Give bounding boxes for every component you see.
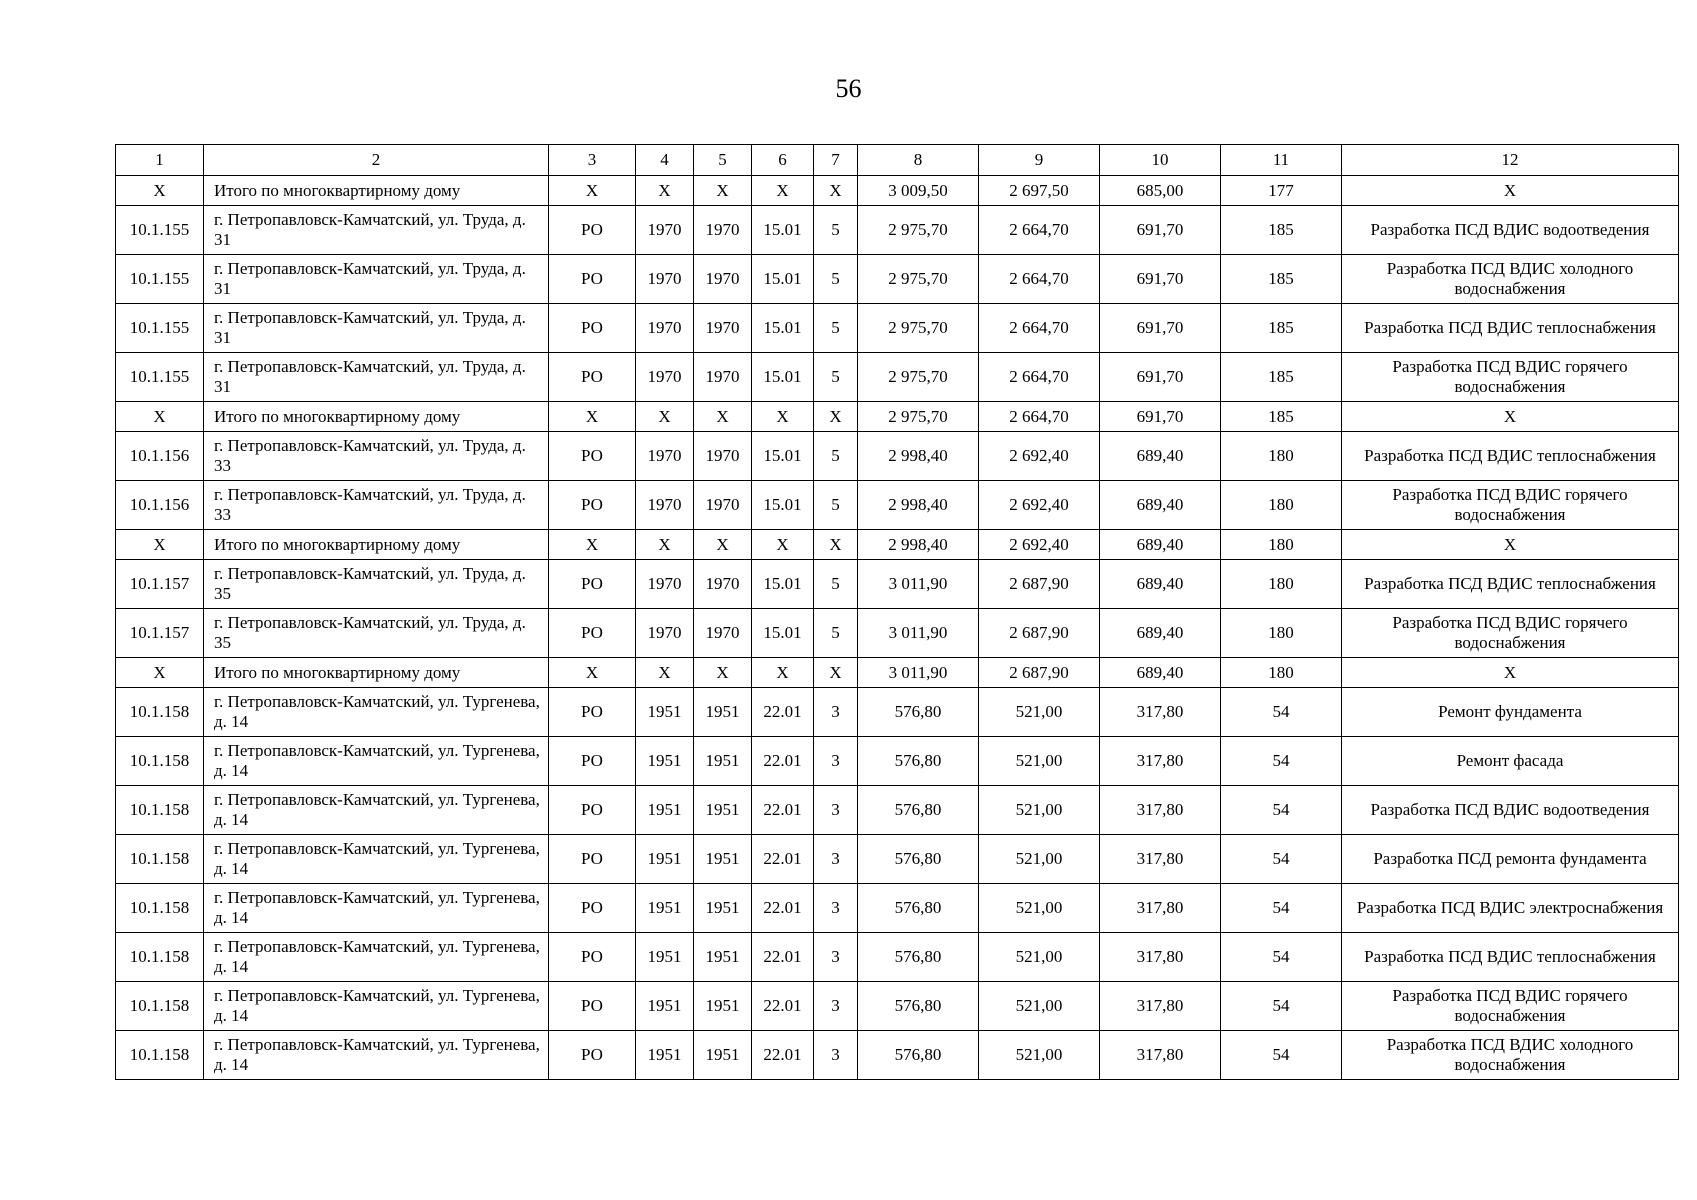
cell-year-built: Х (636, 176, 694, 206)
cell-residents: 177 (1221, 176, 1342, 206)
cell-work-type: Ремонт фундамента (1342, 688, 1679, 737)
cell-code: 22.01 (752, 982, 814, 1031)
cell-work-type: Разработка ПСД ВДИС электроснабжения (1342, 884, 1679, 933)
table-total-row (116, 530, 1679, 560)
cell-residents: 54 (1221, 982, 1342, 1031)
cell-area-total: 576,80 (858, 688, 979, 737)
cell-area-residential: 2 664,70 (979, 304, 1100, 353)
cell-area-total: 3 011,90 (858, 560, 979, 609)
cell-area-common: 691,70 (1100, 304, 1221, 353)
cell-year-built: 1951 (636, 688, 694, 737)
cell-year-built: Х (636, 658, 694, 688)
cell-work-type: Разработка ПСД ВДИС холодного водоснабжения (1342, 1031, 1679, 1080)
cell-area-common: 317,80 (1100, 884, 1221, 933)
cell-work-type: Разработка ПСД ВДИС теплоснабжения (1342, 560, 1679, 609)
cell-area-total: 2 975,70 (858, 402, 979, 432)
cell-area-residential: 2 687,90 (979, 658, 1100, 688)
cell-residents: 185 (1221, 304, 1342, 353)
cell-area-common: 689,40 (1100, 560, 1221, 609)
cell-work-type: Разработка ПСД ВДИС горячего водоснабжения (1342, 609, 1679, 658)
cell-num: Х (116, 402, 204, 432)
cell-year-commissioned: Х (694, 658, 752, 688)
table-row (116, 609, 1679, 658)
header-cell-num: 1 (116, 145, 204, 176)
cell-year-commissioned: 1951 (694, 737, 752, 786)
cell-year-built: 1951 (636, 737, 694, 786)
cell-floors: Х (814, 658, 858, 688)
cell-owner: РО (549, 737, 636, 786)
cell-floors: Х (814, 530, 858, 560)
table-row (116, 835, 1679, 884)
cell-year-commissioned: 1970 (694, 255, 752, 304)
cell-address: г. Петропавловск-Камчатский, ул. Тургенева, д. 14 (204, 933, 549, 982)
cell-owner: РО (549, 255, 636, 304)
cell-address: г. Петропавловск-Камчатский, ул. Тургенева, д. 14 (204, 688, 549, 737)
cell-floors: 5 (814, 560, 858, 609)
cell-year-built: 1970 (636, 255, 694, 304)
cell-area-residential: 521,00 (979, 737, 1100, 786)
cell-code: 15.01 (752, 609, 814, 658)
cell-owner: РО (549, 835, 636, 884)
cell-residents: 180 (1221, 530, 1342, 560)
header-cell-area-common: 10 (1100, 145, 1221, 176)
cell-code: 22.01 (752, 786, 814, 835)
cell-floors: 3 (814, 933, 858, 982)
cell-residents: 54 (1221, 786, 1342, 835)
cell-year-built: 1951 (636, 786, 694, 835)
cell-residents: 180 (1221, 560, 1342, 609)
cell-year-commissioned: 1970 (694, 432, 752, 481)
cell-floors: 3 (814, 1031, 858, 1080)
cell-address: г. Петропавловск-Камчатский, ул. Труда, д. 35 (204, 560, 549, 609)
cell-num: 10.1.158 (116, 688, 204, 737)
cell-area-total: 576,80 (858, 835, 979, 884)
cell-num: 10.1.155 (116, 255, 204, 304)
cell-area-total: 576,80 (858, 1031, 979, 1080)
cell-year-built: 1951 (636, 1031, 694, 1080)
cell-floors: 5 (814, 255, 858, 304)
cell-num: 10.1.158 (116, 982, 204, 1031)
cell-owner: РО (549, 481, 636, 530)
cell-address: г. Петропавловск-Камчатский, ул. Труда, д. 33 (204, 481, 549, 530)
cell-num: 10.1.158 (116, 1031, 204, 1080)
cell-residents: 180 (1221, 609, 1342, 658)
cell-address: Итого по многоквартирному дому (204, 530, 549, 560)
cell-area-residential: 521,00 (979, 688, 1100, 737)
table-row (116, 481, 1679, 530)
cell-area-residential: 2 692,40 (979, 530, 1100, 560)
cell-num: Х (116, 658, 204, 688)
cell-residents: 180 (1221, 481, 1342, 530)
cell-code: 15.01 (752, 560, 814, 609)
cell-area-total: 576,80 (858, 933, 979, 982)
cell-floors: Х (814, 176, 858, 206)
cell-num: 10.1.155 (116, 304, 204, 353)
cell-code: 22.01 (752, 835, 814, 884)
cell-area-total: 3 011,90 (858, 609, 979, 658)
cell-floors: 3 (814, 688, 858, 737)
cell-owner: РО (549, 786, 636, 835)
cell-floors: 3 (814, 786, 858, 835)
cell-year-commissioned: 1951 (694, 1031, 752, 1080)
cell-address: г. Петропавловск-Камчатский, ул. Труда, д. 31 (204, 353, 549, 402)
cell-area-common: 691,70 (1100, 402, 1221, 432)
cell-work-type: Разработка ПСД ВДИС водоотведения (1342, 786, 1679, 835)
cell-area-common: 685,00 (1100, 176, 1221, 206)
cell-work-type: Разработка ПСД ВДИС горячего водоснабжения (1342, 353, 1679, 402)
cell-num: 10.1.156 (116, 432, 204, 481)
table-row (116, 353, 1679, 402)
cell-area-residential: 521,00 (979, 835, 1100, 884)
table-row (116, 304, 1679, 353)
cell-floors: 3 (814, 835, 858, 884)
cell-work-type: Разработка ПСД ВДИС горячего водоснабжения (1342, 481, 1679, 530)
cell-address: г. Петропавловск-Камчатский, ул. Труда, д. 31 (204, 304, 549, 353)
table-row (116, 432, 1679, 481)
cell-year-built: 1970 (636, 560, 694, 609)
cell-address: г. Петропавловск-Камчатский, ул. Тургенева, д. 14 (204, 737, 549, 786)
cell-code: Х (752, 176, 814, 206)
cell-num: 10.1.155 (116, 353, 204, 402)
table-row (116, 206, 1679, 255)
cell-address: Итого по многоквартирному дому (204, 176, 549, 206)
cell-address: Итого по многоквартирному дому (204, 402, 549, 432)
cell-owner: РО (549, 206, 636, 255)
cell-num: 10.1.158 (116, 835, 204, 884)
cell-code: 22.01 (752, 1031, 814, 1080)
cell-code: Х (752, 658, 814, 688)
cell-area-common: 317,80 (1100, 786, 1221, 835)
cell-residents: 185 (1221, 255, 1342, 304)
cell-owner: РО (549, 609, 636, 658)
cell-area-residential: 2 664,70 (979, 206, 1100, 255)
cell-year-built: 1951 (636, 835, 694, 884)
cell-num: 10.1.158 (116, 737, 204, 786)
header-cell-year-built: 4 (636, 145, 694, 176)
cell-area-residential: 2 664,70 (979, 353, 1100, 402)
cell-code: 15.01 (752, 206, 814, 255)
cell-work-type: Х (1342, 658, 1679, 688)
cell-year-built: 1970 (636, 206, 694, 255)
cell-code: 15.01 (752, 481, 814, 530)
cell-address: Итого по многоквартирному дому (204, 658, 549, 688)
cell-area-common: 689,40 (1100, 530, 1221, 560)
cell-area-common: 691,70 (1100, 206, 1221, 255)
cell-area-residential: 2 697,50 (979, 176, 1100, 206)
cell-owner: РО (549, 933, 636, 982)
cell-floors: Х (814, 402, 858, 432)
header-cell-area-total: 8 (858, 145, 979, 176)
cell-address: г. Петропавловск-Камчатский, ул. Труда, д. 31 (204, 206, 549, 255)
cell-work-type: Разработка ПСД ВДИС горячего водоснабжения (1342, 982, 1679, 1031)
cell-residents: 54 (1221, 737, 1342, 786)
header-cell-address: 2 (204, 145, 549, 176)
table-row (116, 933, 1679, 982)
cell-code: 22.01 (752, 933, 814, 982)
cell-area-residential: 521,00 (979, 786, 1100, 835)
cell-area-total: 3 011,90 (858, 658, 979, 688)
cell-owner: РО (549, 884, 636, 933)
table-row (116, 786, 1679, 835)
cell-work-type: Разработка ПСД ВДИС теплоснабжения (1342, 304, 1679, 353)
cell-work-type: Разработка ПСД ВДИС холодного водоснабжения (1342, 255, 1679, 304)
cell-area-residential: 2 692,40 (979, 432, 1100, 481)
cell-year-commissioned: 1951 (694, 884, 752, 933)
cell-num: 10.1.157 (116, 609, 204, 658)
table-row (116, 560, 1679, 609)
cell-owner: РО (549, 560, 636, 609)
cell-residents: 54 (1221, 835, 1342, 884)
cell-floors: 5 (814, 481, 858, 530)
table-row (116, 884, 1679, 933)
cell-year-built: 1970 (636, 609, 694, 658)
cell-area-total: 576,80 (858, 786, 979, 835)
cell-owner: Х (549, 402, 636, 432)
cell-residents: 54 (1221, 1031, 1342, 1080)
cell-year-built: 1970 (636, 353, 694, 402)
works-table (115, 144, 1679, 1080)
cell-num: 10.1.158 (116, 786, 204, 835)
cell-work-type: Х (1342, 402, 1679, 432)
cell-address: г. Петропавловск-Камчатский, ул. Труда, д. 33 (204, 432, 549, 481)
header-cell-work-type: 12 (1342, 145, 1679, 176)
cell-floors: 3 (814, 737, 858, 786)
header-cell-year-commissioned: 5 (694, 145, 752, 176)
table-row (116, 1031, 1679, 1080)
cell-num: 10.1.157 (116, 560, 204, 609)
cell-work-type: Х (1342, 176, 1679, 206)
cell-code: 15.01 (752, 353, 814, 402)
cell-address: г. Петропавловск-Камчатский, ул. Тургенева, д. 14 (204, 835, 549, 884)
cell-area-common: 317,80 (1100, 737, 1221, 786)
cell-year-commissioned: 1951 (694, 933, 752, 982)
cell-area-total: 2 975,70 (858, 353, 979, 402)
cell-num: Х (116, 530, 204, 560)
cell-area-residential: 2 687,90 (979, 560, 1100, 609)
cell-year-built: Х (636, 402, 694, 432)
header-cell-owner: 3 (549, 145, 636, 176)
cell-area-total: 3 009,50 (858, 176, 979, 206)
cell-num: 10.1.158 (116, 933, 204, 982)
cell-owner: РО (549, 353, 636, 402)
cell-floors: 5 (814, 609, 858, 658)
cell-area-common: 691,70 (1100, 255, 1221, 304)
cell-address: г. Петропавловск-Камчатский, ул. Труда, д. 35 (204, 609, 549, 658)
header-cell-area-residential: 9 (979, 145, 1100, 176)
cell-year-commissioned: 1970 (694, 609, 752, 658)
cell-year-commissioned: 1970 (694, 353, 752, 402)
cell-area-common: 689,40 (1100, 481, 1221, 530)
cell-address: г. Петропавловск-Камчатский, ул. Тургенева, д. 14 (204, 1031, 549, 1080)
cell-address: г. Петропавловск-Камчатский, ул. Труда, д. 31 (204, 255, 549, 304)
cell-area-residential: 521,00 (979, 933, 1100, 982)
cell-year-built: 1951 (636, 982, 694, 1031)
table-total-row (116, 402, 1679, 432)
table-row (116, 688, 1679, 737)
cell-area-residential: 521,00 (979, 1031, 1100, 1080)
cell-work-type: Х (1342, 530, 1679, 560)
cell-num: Х (116, 176, 204, 206)
cell-floors: 5 (814, 353, 858, 402)
table-row (116, 982, 1679, 1031)
cell-floors: 5 (814, 432, 858, 481)
cell-work-type: Ремонт фасада (1342, 737, 1679, 786)
cell-year-built: 1970 (636, 481, 694, 530)
cell-area-common: 691,70 (1100, 353, 1221, 402)
cell-area-total: 576,80 (858, 737, 979, 786)
cell-code: 22.01 (752, 737, 814, 786)
cell-area-total: 576,80 (858, 982, 979, 1031)
cell-area-total: 2 975,70 (858, 255, 979, 304)
cell-year-commissioned: Х (694, 402, 752, 432)
cell-year-commissioned: 1951 (694, 786, 752, 835)
cell-year-commissioned: Х (694, 176, 752, 206)
cell-year-commissioned: 1951 (694, 688, 752, 737)
cell-area-residential: 2 664,70 (979, 402, 1100, 432)
cell-area-residential: 2 687,90 (979, 609, 1100, 658)
cell-owner: РО (549, 982, 636, 1031)
cell-residents: 54 (1221, 688, 1342, 737)
cell-year-commissioned: 1970 (694, 206, 752, 255)
cell-work-type: Разработка ПСД ВДИС водоотведения (1342, 206, 1679, 255)
cell-area-common: 317,80 (1100, 1031, 1221, 1080)
table-header-row (116, 145, 1679, 176)
cell-area-total: 2 998,40 (858, 481, 979, 530)
cell-residents: 185 (1221, 353, 1342, 402)
cell-owner: Х (549, 530, 636, 560)
cell-area-total: 2 998,40 (858, 530, 979, 560)
cell-area-common: 689,40 (1100, 432, 1221, 481)
cell-area-common: 317,80 (1100, 982, 1221, 1031)
header-cell-code: 6 (752, 145, 814, 176)
cell-work-type: Разработка ПСД ремонта фундамента (1342, 835, 1679, 884)
cell-residents: 54 (1221, 933, 1342, 982)
cell-owner: РО (549, 688, 636, 737)
cell-area-residential: 521,00 (979, 982, 1100, 1031)
cell-address: г. Петропавловск-Камчатский, ул. Тургенева, д. 14 (204, 786, 549, 835)
cell-work-type: Разработка ПСД ВДИС теплоснабжения (1342, 933, 1679, 982)
cell-area-total: 2 975,70 (858, 304, 979, 353)
header-cell-residents: 11 (1221, 145, 1342, 176)
cell-num: 10.1.158 (116, 884, 204, 933)
cell-work-type: Разработка ПСД ВДИС теплоснабжения (1342, 432, 1679, 481)
cell-residents: 54 (1221, 884, 1342, 933)
cell-area-common: 317,80 (1100, 933, 1221, 982)
cell-owner: РО (549, 432, 636, 481)
cell-residents: 185 (1221, 206, 1342, 255)
cell-area-common: 317,80 (1100, 835, 1221, 884)
cell-owner: РО (549, 304, 636, 353)
cell-area-total: 2 998,40 (858, 432, 979, 481)
cell-address: г. Петропавловск-Камчатский, ул. Тургенева, д. 14 (204, 884, 549, 933)
cell-code: 22.01 (752, 688, 814, 737)
cell-floors: 5 (814, 304, 858, 353)
page-number: 56 (835, 74, 862, 103)
cell-area-common: 317,80 (1100, 688, 1221, 737)
table-row (116, 255, 1679, 304)
cell-area-residential: 521,00 (979, 884, 1100, 933)
cell-owner: Х (549, 658, 636, 688)
cell-area-common: 689,40 (1100, 609, 1221, 658)
cell-residents: 180 (1221, 658, 1342, 688)
cell-year-commissioned: 1951 (694, 982, 752, 1031)
cell-area-total: 576,80 (858, 884, 979, 933)
cell-area-total: 2 975,70 (858, 206, 979, 255)
table-total-row (116, 176, 1679, 206)
cell-code: 22.01 (752, 884, 814, 933)
cell-year-built: 1970 (636, 304, 694, 353)
cell-area-common: 689,40 (1100, 658, 1221, 688)
cell-address: г. Петропавловск-Камчатский, ул. Тургенева, д. 14 (204, 982, 549, 1031)
cell-num: 10.1.156 (116, 481, 204, 530)
table-total-row (116, 658, 1679, 688)
cell-year-commissioned: Х (694, 530, 752, 560)
cell-floors: 5 (814, 206, 858, 255)
cell-floors: 3 (814, 982, 858, 1031)
cell-year-built: 1951 (636, 933, 694, 982)
cell-year-built: 1970 (636, 432, 694, 481)
cell-floors: 3 (814, 884, 858, 933)
cell-residents: 180 (1221, 432, 1342, 481)
cell-code: Х (752, 402, 814, 432)
cell-owner: РО (549, 1031, 636, 1080)
cell-year-commissioned: 1970 (694, 560, 752, 609)
table-row (116, 737, 1679, 786)
cell-residents: 185 (1221, 402, 1342, 432)
cell-code: 15.01 (752, 304, 814, 353)
header-cell-floors: 7 (814, 145, 858, 176)
cell-area-residential: 2 692,40 (979, 481, 1100, 530)
cell-year-commissioned: 1951 (694, 835, 752, 884)
cell-year-commissioned: 1970 (694, 304, 752, 353)
cell-owner: Х (549, 176, 636, 206)
cell-year-commissioned: 1970 (694, 481, 752, 530)
cell-year-built: Х (636, 530, 694, 560)
cell-num: 10.1.155 (116, 206, 204, 255)
cell-code: Х (752, 530, 814, 560)
cell-year-built: 1951 (636, 884, 694, 933)
cell-area-residential: 2 664,70 (979, 255, 1100, 304)
cell-code: 15.01 (752, 255, 814, 304)
cell-code: 15.01 (752, 432, 814, 481)
